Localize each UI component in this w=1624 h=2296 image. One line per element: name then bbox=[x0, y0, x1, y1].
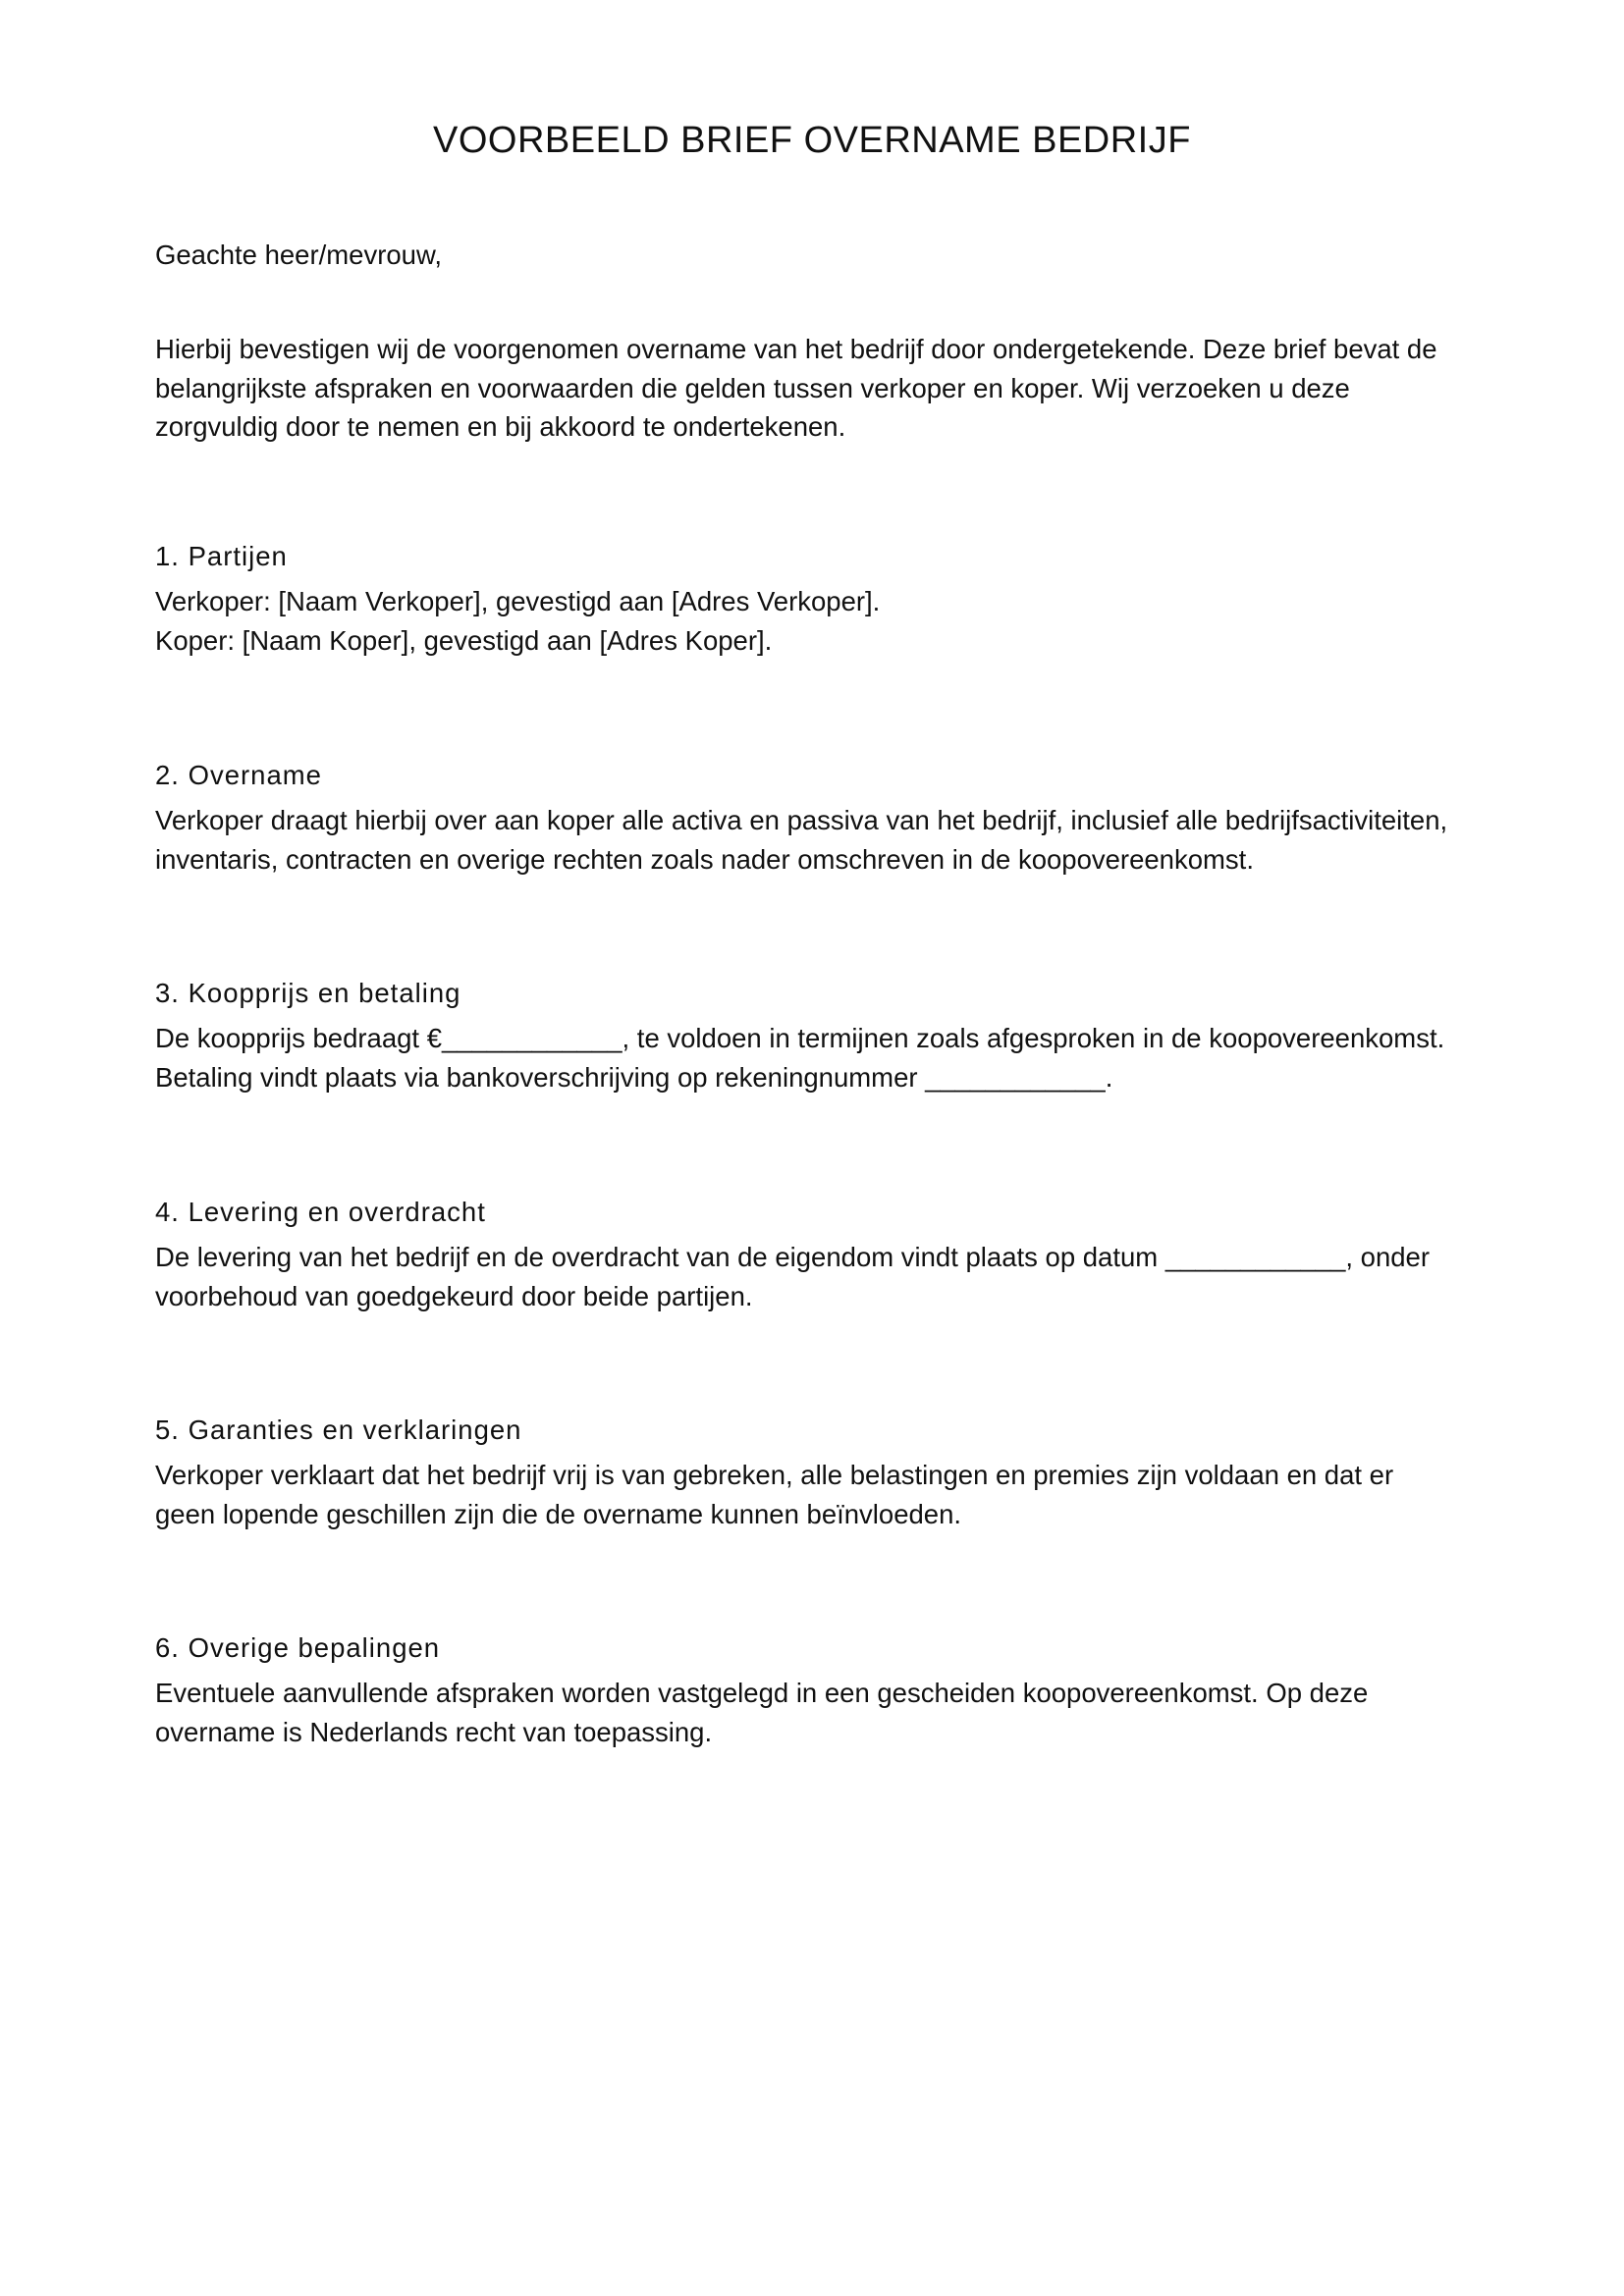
section-heading: 6. Overige bepalingen bbox=[155, 1632, 441, 1663]
section-heading: 5. Garanties en verklaringen bbox=[155, 1415, 522, 1445]
salutation: Geachte heer/mevrouw, bbox=[155, 240, 442, 270]
section-line: geen lopende geschillen zijn die de overname kunnen beïnvloeden. bbox=[155, 1498, 962, 1529]
section-line: inventaris, contracten en overige rechten zoals nader omschreven in de koopovereenkomst. bbox=[155, 843, 1254, 875]
section-overname bbox=[155, 756, 1510, 879]
section-line: Eventuele aanvullende afspraken worden vastgelegd in een gescheiden koopovereenkomst. Op deze bbox=[155, 1678, 1369, 1708]
section-line: Verkoper: [Naam Verkoper], gevestigd aan [Adres Verkoper]. bbox=[155, 586, 881, 616]
section-body bbox=[155, 1674, 1510, 1751]
section-line: De levering van het bedrijf en de overdracht van de eigendom vindt plaats op datum ____________, onder bbox=[155, 1242, 1430, 1272]
section-partijen bbox=[155, 537, 1510, 660]
section-overige bbox=[155, 1629, 1510, 1751]
section-koopprijs bbox=[155, 974, 1510, 1096]
section-heading: 3. Koopprijs en betaling bbox=[155, 978, 461, 1008]
section-body bbox=[155, 1019, 1510, 1096]
section-garanties bbox=[155, 1411, 1510, 1533]
section-heading: 2. Overname bbox=[155, 760, 322, 790]
section-line: overname is Nederlands recht van toepassing. bbox=[155, 1716, 713, 1747]
section-line: Verkoper verklaart dat het bedrijf vrij is van gebreken, alle belastingen en premies zijn voldaan en dat er bbox=[155, 1460, 1394, 1490]
section-body bbox=[155, 1456, 1510, 1533]
section-line: Verkoper draagt hierbij over aan koper alle activa en passiva van het bedrijf, inclusief alle bedrijfsactiviteiten, bbox=[155, 805, 1448, 835]
section-levering bbox=[155, 1193, 1510, 1315]
section-line: voorbehoud van goedgekeurd door beide partijen. bbox=[155, 1280, 753, 1311]
section-line: De koopprijs bedraagt €____________, te voldoen in termijnen zoals afgesproken in de koopovereenkomst. bbox=[155, 1023, 1445, 1053]
section-body bbox=[155, 1238, 1510, 1315]
intro-line: zorgvuldig door te nemen en bij akkoord te ondertekenen. bbox=[155, 411, 846, 442]
section-line: Betaling vindt plaats via bankoverschrijving op rekeningnummer ____________. bbox=[155, 1061, 1113, 1093]
document-title: VOORBEELD BRIEF OVERNAME BEDRIJF bbox=[433, 120, 1191, 161]
intro-line: Hierbij bevestigen wij de voorgenomen overname van het bedrijf door ondergetekende. Deze brief bevat de bbox=[155, 334, 1437, 364]
section-heading: 1. Partijen bbox=[155, 541, 288, 571]
intro-line: belangrijkste afspraken en voorwaarden die gelden tussen verkoper en koper. Wij verzoeken u deze bbox=[155, 372, 1350, 403]
section-body bbox=[155, 801, 1510, 879]
section-line: Koper: [Naam Koper], gevestigd aan [Adres Koper]. bbox=[155, 624, 773, 656]
section-body bbox=[155, 582, 1510, 660]
intro-paragraph bbox=[155, 330, 1490, 447]
section-heading: 4. Levering en overdracht bbox=[155, 1197, 486, 1227]
